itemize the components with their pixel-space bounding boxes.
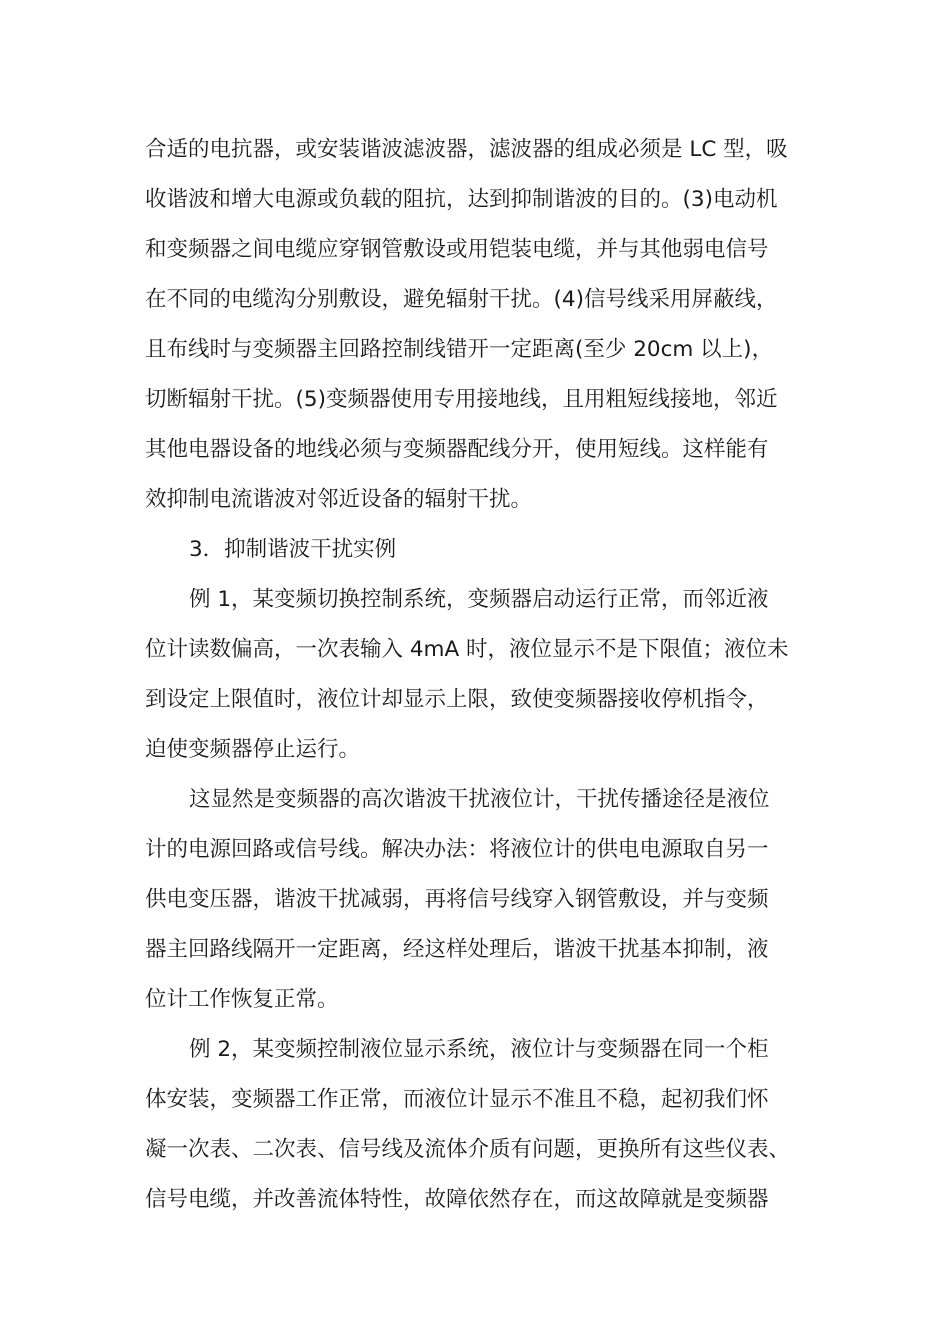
text-line: 信号电缆，并改善流体特性，故障依然存在，而这故障就是变频器	[145, 1187, 769, 1212]
paragraph-first-line: 例 1，某变频切换控制系统，变频器启动运行正常，而邻近液	[189, 587, 769, 612]
text-line: 供电变压器，谐波干扰减弱，再将信号线穿入钢管敷设，并与变频	[145, 887, 769, 912]
text-line: 合适的电抗器，或安装谐波滤波器，滤波器的组成必须是 LC 型，吸	[145, 137, 788, 162]
text-line: 凝一次表、二次表、信号线及流体介质有问题，更换所有这些仪表、	[145, 1137, 791, 1162]
text-line: 位计工作恢复正常。	[145, 987, 339, 1012]
text-line: 其他电器设备的地线必须与变频器配线分开，使用短线。这样能有	[145, 437, 769, 462]
text-line: 器主回路线隔开一定距离，经这样处理后，谐波干扰基本抑制，液	[145, 937, 769, 962]
text-line: 且布线时与变频器主回路控制线错开一定距离(至少 20cm 以上)，	[145, 337, 774, 362]
text-line: 位计读数偏高，一次表输入 4mA 时，液位显示不是下限值；液位未	[145, 637, 789, 662]
paragraph-first-line: 例 2，某变频控制液位显示系统，液位计与变频器在同一个柜	[189, 1037, 769, 1062]
text-line: 计的电源回路或信号线。解决办法：将液位计的供电电源取自另一	[145, 837, 769, 862]
text-line: 在不同的电缆沟分别敷设，避免辐射干扰。(4)信号线采用屏蔽线，	[145, 287, 778, 312]
text-line: 体安装，变频器工作正常，而液位计显示不准且不稳，起初我们怀	[145, 1087, 769, 1112]
text-line: 到设定上限值时，液位计却显示上限，致使变频器接收停机指令，	[145, 687, 769, 712]
paragraph-first-line: 这显然是变频器的高次谐波干扰液位计，干扰传播途径是液位	[189, 787, 770, 812]
text-line: 和变频器之间电缆应穿钢管敷设或用铠装电缆，并与其他弱电信号	[145, 237, 769, 262]
text-line: 切断辐射干扰。(5)变频器使用专用接地线，且用粗短线接地，邻近	[145, 387, 778, 412]
text-line: 效抑制电流谐波对邻近设备的辐射干扰。	[145, 487, 533, 512]
paragraph-first-line: 3．抑制谐波干扰实例	[189, 537, 397, 562]
text-line: 迫使变频器停止运行。	[145, 737, 361, 762]
text-line: 收谐波和增大电源或负载的阻抗，达到抑制谐波的目的。(3)电动机	[145, 187, 778, 212]
